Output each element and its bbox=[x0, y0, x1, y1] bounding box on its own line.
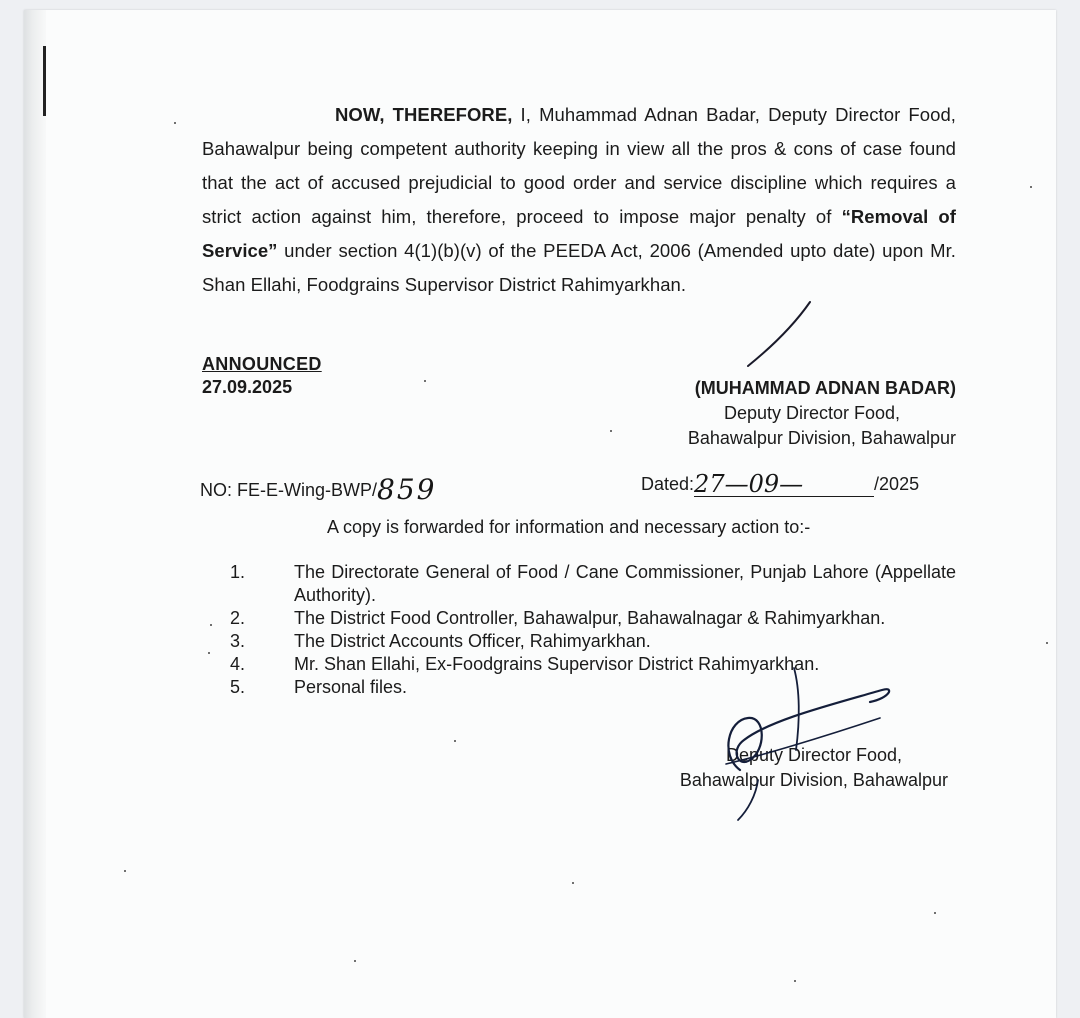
order-text-part-2: under section 4(1)(b)(v) of the PEEDA Act, 2006 (Amended upto date) upon Mr. Shan Ellahi, Foodgrains Supervisor District Rahimyarkhan. bbox=[202, 240, 956, 295]
order-lead: NOW, THEREFORE, bbox=[335, 104, 513, 125]
list-item bbox=[230, 561, 956, 607]
list-item-text: The Directorate General of Food / Cane Commissioner, Punjab Lahore (Appellate Authority). bbox=[294, 562, 956, 605]
scan-speck bbox=[124, 870, 126, 872]
signatory-designation: Deputy Director Food, bbox=[723, 403, 901, 423]
reference-prefix: NO: FE-E-Wing-BWP/ bbox=[200, 480, 378, 500]
list-item-text: Mr. Shan Ellahi, Ex-Foodgrains Supervisor District Rahimyarkhan. bbox=[294, 654, 820, 674]
signatory-name: (MUHAMMAD ADNAN BADAR) bbox=[694, 378, 956, 398]
scan-speck bbox=[174, 122, 176, 124]
scan-speck bbox=[572, 882, 574, 884]
scan-edge-mark bbox=[43, 46, 46, 116]
signatory-office: Bahawalpur Division, Bahawalpur bbox=[687, 428, 956, 448]
list-item-number: 3. bbox=[230, 631, 246, 651]
list-item-number: 5. bbox=[230, 677, 246, 697]
list-item-text: The District Accounts Officer, Rahimyarkhan. bbox=[294, 631, 651, 651]
closing-designation: Deputy Director Food, bbox=[725, 745, 903, 765]
scan-speck bbox=[1046, 642, 1048, 644]
scan-speck bbox=[354, 960, 356, 962]
scan-speck bbox=[794, 980, 796, 982]
scan-speck bbox=[210, 624, 212, 626]
copy-forward-text: A copy is forwarded for information and necessary action to:- bbox=[327, 517, 811, 537]
announced-label: ANNOUNCED bbox=[202, 354, 322, 374]
list-item-text: Personal files. bbox=[294, 677, 408, 697]
scan-speck bbox=[208, 652, 210, 654]
signatory-block bbox=[634, 376, 956, 451]
order-text-part-1: I, Muhammad Adnan Badar, Deputy Director Food, Bahawalpur being competent authority keeping in view all the pros & cons of case found that the act of accused prejudicial to good order and service discipline which requires a strict action against him, therefore, proceed to impose major penalty of bbox=[202, 104, 956, 227]
signature-stroke-upper bbox=[744, 300, 814, 370]
dated-line bbox=[641, 470, 920, 498]
list-item bbox=[230, 607, 956, 630]
reference-number bbox=[200, 470, 437, 506]
dated-label: Dated: bbox=[641, 474, 695, 494]
scan-speck bbox=[454, 740, 456, 742]
list-item-number: 1. bbox=[230, 562, 246, 582]
scan-speck bbox=[610, 430, 612, 432]
scan-speck bbox=[424, 380, 426, 382]
penalty-title: “Removal of Service” bbox=[202, 206, 956, 261]
list-item-number: 4. bbox=[230, 654, 246, 674]
signature-scribble bbox=[700, 660, 900, 830]
list-item bbox=[230, 630, 956, 653]
closing-office: Bahawalpur Division, Bahawalpur bbox=[679, 770, 948, 790]
scan-speck bbox=[934, 912, 936, 914]
dated-year: /2025 bbox=[874, 474, 920, 494]
dated-handwritten: 27—09— bbox=[694, 472, 874, 497]
list-item-number: 2. bbox=[230, 608, 246, 628]
order-paragraph bbox=[202, 98, 956, 302]
list-item-text: The District Food Controller, Bahawalpur, Bahawalnagar & Rahimyarkhan. bbox=[294, 608, 886, 628]
document-page bbox=[24, 10, 1056, 1018]
scan-speck bbox=[1030, 186, 1032, 188]
announced-date: 27.09.2025 bbox=[202, 377, 293, 397]
scan-edge-shadow bbox=[24, 10, 46, 1018]
reference-handwritten-number: 859 bbox=[377, 473, 437, 506]
